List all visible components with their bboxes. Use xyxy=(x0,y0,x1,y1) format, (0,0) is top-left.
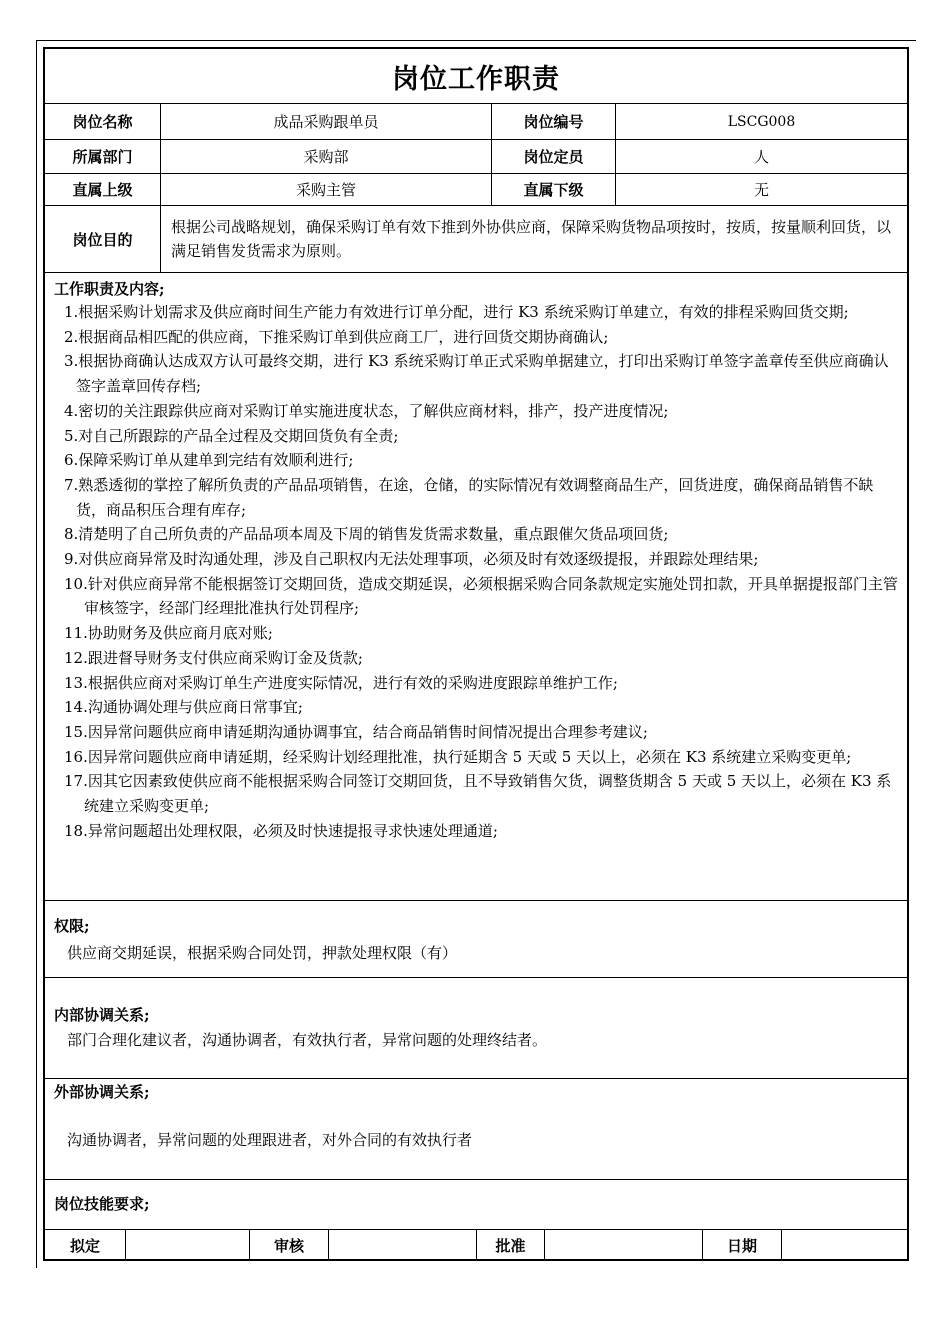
superior-value: 采购主管 xyxy=(160,174,491,205)
duty-item: 2.根据商品相匹配的供应商，下推采购订单到供应商工厂，进行回货交期协商确认; xyxy=(64,327,609,346)
duties-title: 工作职责及内容; xyxy=(54,280,165,298)
external-coordination-body: 沟通协调者，异常问题的处理跟进者，对外合同的有效执行者 xyxy=(67,1131,473,1149)
job-description-form xyxy=(43,47,909,1261)
duty-item: 15.因异常问题供应商申请延期沟通协调事宜，结合商品销售时间情况提出合理参考建议; xyxy=(64,722,648,741)
approve-field[interactable] xyxy=(544,1230,702,1261)
signoff-row xyxy=(45,1230,907,1261)
duty-item: 1.根据采购计划需求及供应商时间生产能力有效进行订单分配，进行 K3 系统采购订单建立，有效的排程采购回货交期; xyxy=(64,303,849,321)
department-label: 所属部门 xyxy=(72,148,133,166)
internal-coordination-section xyxy=(45,978,907,1079)
skills-section xyxy=(45,1180,907,1230)
approve-label: 批准 xyxy=(476,1230,544,1261)
duty-item: 17.因其它因素致使供应商不能根据采购合同签订交期回货，且不导致销售欠货，调整货期含 5 天或 5 天以上，必须在 K3 系统建立采购变更单; xyxy=(64,772,892,816)
purpose-label: 岗位目的 xyxy=(72,230,133,249)
department-value: 采购部 xyxy=(160,140,491,173)
duty-item: 14.沟通协调处理与供应商日常事宜; xyxy=(64,698,303,717)
skills-title: 岗位技能要求; xyxy=(54,1195,150,1213)
review-label: 审核 xyxy=(249,1230,328,1261)
row-superior xyxy=(45,174,907,206)
row-department xyxy=(45,140,907,174)
duty-item: 9.对供应商异常及时沟通处理，涉及自己职权内无法处理事项，必须及时有效逐级提报，并跟踪处理结果; xyxy=(64,550,759,569)
draft-label: 拟定 xyxy=(69,1237,100,1255)
form-title: 岗位工作职责 xyxy=(45,49,907,104)
date-label: 日期 xyxy=(702,1230,781,1261)
authority-title: 权限; xyxy=(54,917,90,935)
authority-section xyxy=(45,901,907,978)
headcount-value: 人 xyxy=(615,140,907,173)
duty-item: 12.跟进督导财务支付供应商采购订金及货款; xyxy=(64,648,363,667)
external-coordination-title: 外部协调关系; xyxy=(54,1083,150,1101)
duty-item: 11.协助财务及供应商月底对账; xyxy=(64,624,273,643)
position-code-label: 岗位编号 xyxy=(491,104,615,139)
duty-item: 6.保障采购订单从建单到完结有效顺利进行; xyxy=(64,451,354,470)
duties-list xyxy=(54,300,907,843)
subordinate-label: 直属下级 xyxy=(491,174,615,205)
external-coordination-section xyxy=(45,1079,907,1180)
duty-item: 7.熟悉透彻的掌控了解所负责的产品品项销售，在途，仓储，的实际情况有效调整商品生产，回货进度，确保商品销售不缺货，商品积压合理有库存; xyxy=(64,475,874,519)
purpose-value: 根据公司战略规划，确保采购订单有效下推到外协供应商，保障采购货物品项按时，按质，按量顺利回货，以满足销售发货需求为原则。 xyxy=(160,206,907,272)
duties-section xyxy=(45,273,907,901)
duty-item: 16.因异常问题供应商申请延期，经采购计划经理批准，执行延期含 5 天或 5 天以上，必须在 K3 系统建立采购变更单; xyxy=(64,747,852,766)
internal-coordination-body: 部门合理化建议者，沟通协调者，有效执行者，异常问题的处理终结者。 xyxy=(67,1031,548,1049)
duty-item: 13.根据供应商对采购订单生产进度实际情况，进行有效的采购进度跟踪单维护工作; xyxy=(64,673,618,692)
duty-item: 10.针对供应商异常不能根据签订交期回货，造成交期延误，必须根据采购合同条款规定实施处罚扣款，开具单据提报部门主管审核签字，经部门经理批准执行处罚程序; xyxy=(64,574,898,618)
duty-item: 4.密切的关注跟踪供应商对采购订单实施进度状态，了解供应商材料，排产，投产进度情况; xyxy=(64,401,669,420)
position-name-label: 岗位名称 xyxy=(72,113,133,131)
duty-item: 3.根据协商确认达成双方认可最终交期，进行 K3 系统采购订单正式采购单据建立，打印出采购订单签字盖章传至供应商确认签字盖章回传存档; xyxy=(64,352,889,396)
headcount-label: 岗位定员 xyxy=(491,140,615,173)
subordinate-value: 无 xyxy=(615,174,907,205)
internal-coordination-title: 内部协调关系; xyxy=(54,1006,150,1024)
authority-body: 供应商交期延误，根据采购合同处罚，押款处理权限（有） xyxy=(67,944,458,962)
superior-label: 直属上级 xyxy=(72,181,133,199)
date-field[interactable] xyxy=(781,1230,907,1261)
duty-item: 5.对自己所跟踪的产品全过程及交期回货负有全责; xyxy=(64,426,399,445)
row-purpose xyxy=(45,206,907,273)
position-code-value: LSCG008 xyxy=(615,104,907,139)
draft-field[interactable] xyxy=(125,1230,249,1261)
review-field[interactable] xyxy=(328,1230,476,1261)
duty-item: 8.清楚明了自己所负责的产品品项本周及下周的销售发货需求数量，重点跟催欠货品项回货; xyxy=(64,525,669,544)
position-name-value: 成品采购跟单员 xyxy=(160,104,491,139)
duty-item: 18.异常问题超出处理权限，必须及时快速提报寻求快速处理通道; xyxy=(64,821,498,840)
row-position-name xyxy=(45,104,907,140)
